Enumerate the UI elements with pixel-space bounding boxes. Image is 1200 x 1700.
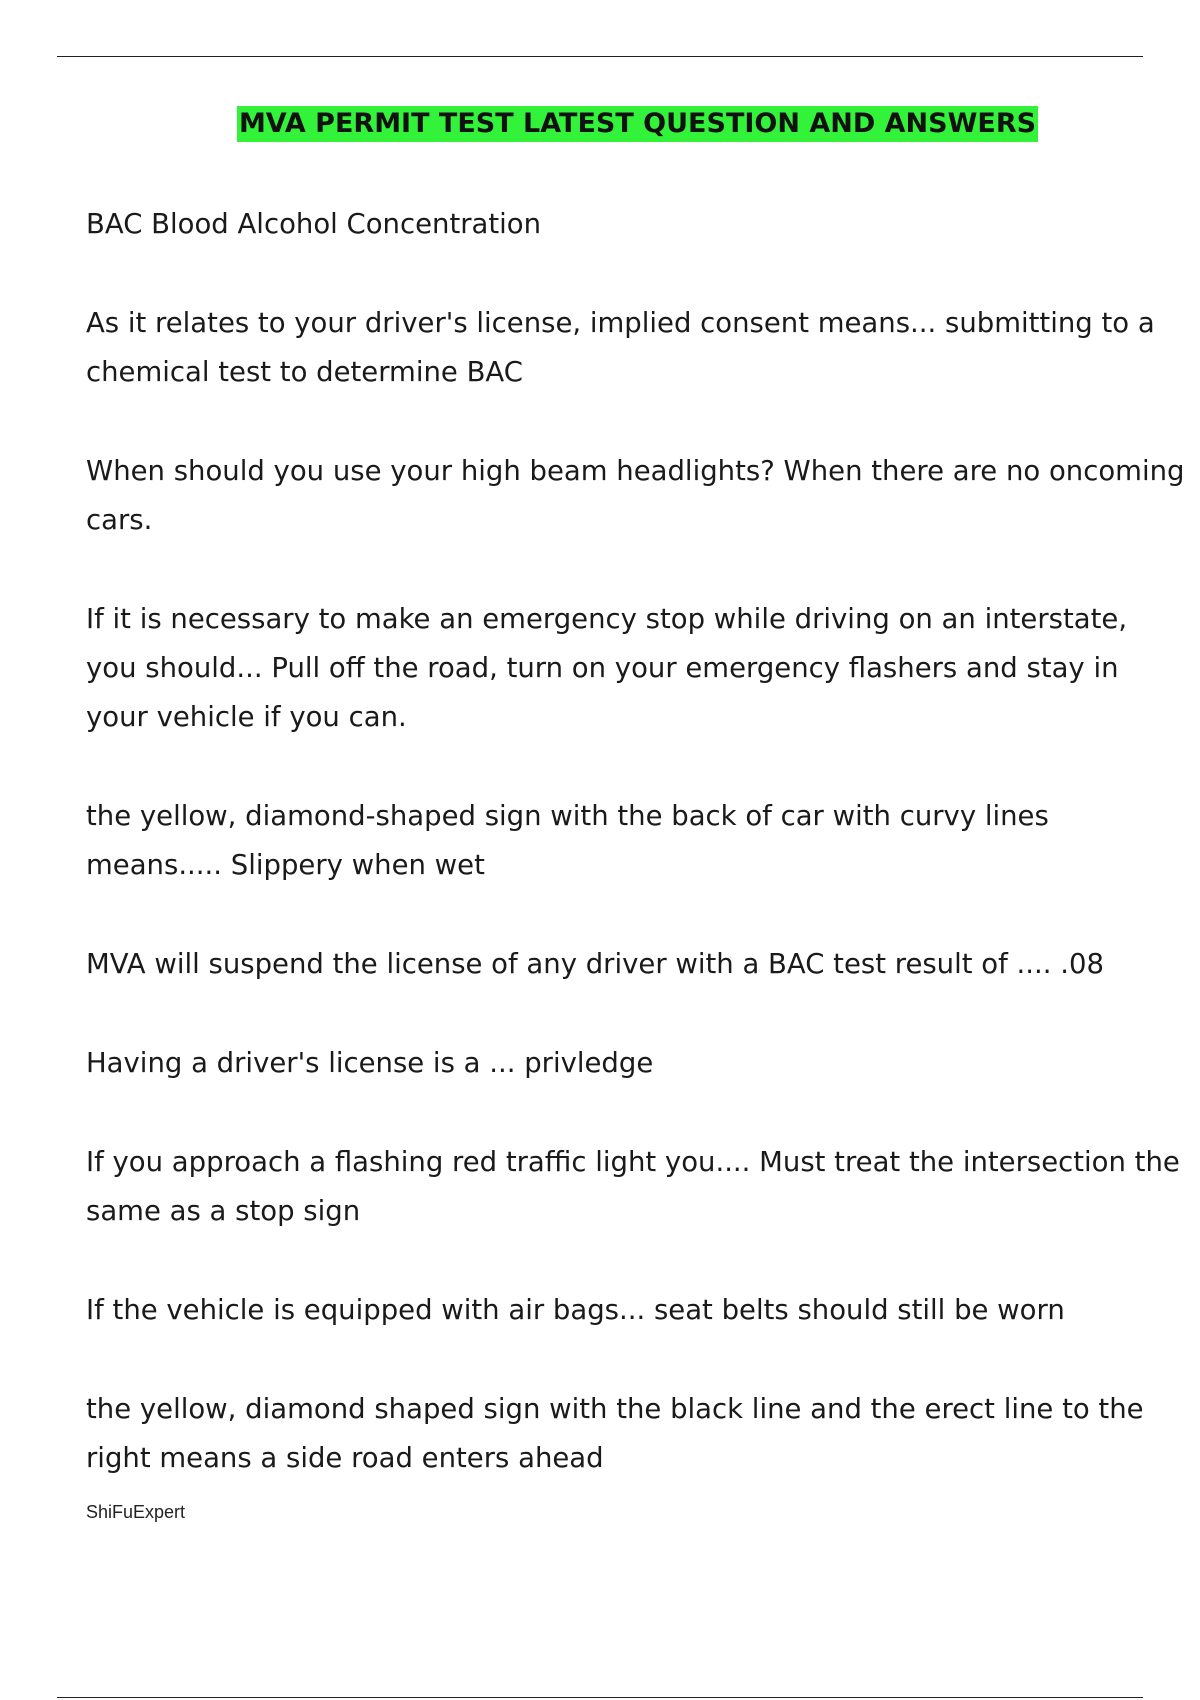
qa-entry: MVA will suspend the license of any driver with a BAC test result of .... .08 — [86, 948, 1104, 980]
qa-list — [86, 200, 1186, 1533]
qa-entry: If the vehicle is equipped with air bags... seat belts should still be worn — [86, 1294, 1065, 1326]
bottom-divider — [57, 1697, 1143, 1698]
qa-entry: BAC Blood Alcohol Concentration — [86, 208, 542, 240]
qa-entry: When should you use your high beam headlights? When there are no oncoming cars. — [86, 455, 1185, 536]
qa-entry: Having a driver's license is a ... privledge — [86, 1047, 654, 1079]
qa-entry: As it relates to your driver's license, implied consent means... submitting to a chemical test to determine BAC — [86, 307, 1155, 388]
top-divider — [57, 56, 1143, 57]
page-title: MVA PERMIT TEST LATEST QUESTION AND ANSWERS — [237, 106, 1038, 142]
qa-entry: If it is necessary to make an emergency stop while driving on an interstate, you should... Pull off the road, turn on your emergency flashers and stay in your vehicle if you can. — [86, 603, 1128, 733]
qa-entry: the yellow, diamond-shaped sign with the back of car with curvy lines means..... Slippery when wet — [86, 800, 1049, 881]
title-container — [0, 106, 1200, 142]
qa-entry: the yellow, diamond shaped sign with the black line and the erect line to the right means a side road enters ahead — [86, 1393, 1144, 1474]
qa-entry: If you approach a flashing red traffic light you.... Must treat the intersection the same as a stop sign — [86, 1146, 1180, 1227]
footer-brand: ShiFuExpert — [86, 1502, 186, 1522]
